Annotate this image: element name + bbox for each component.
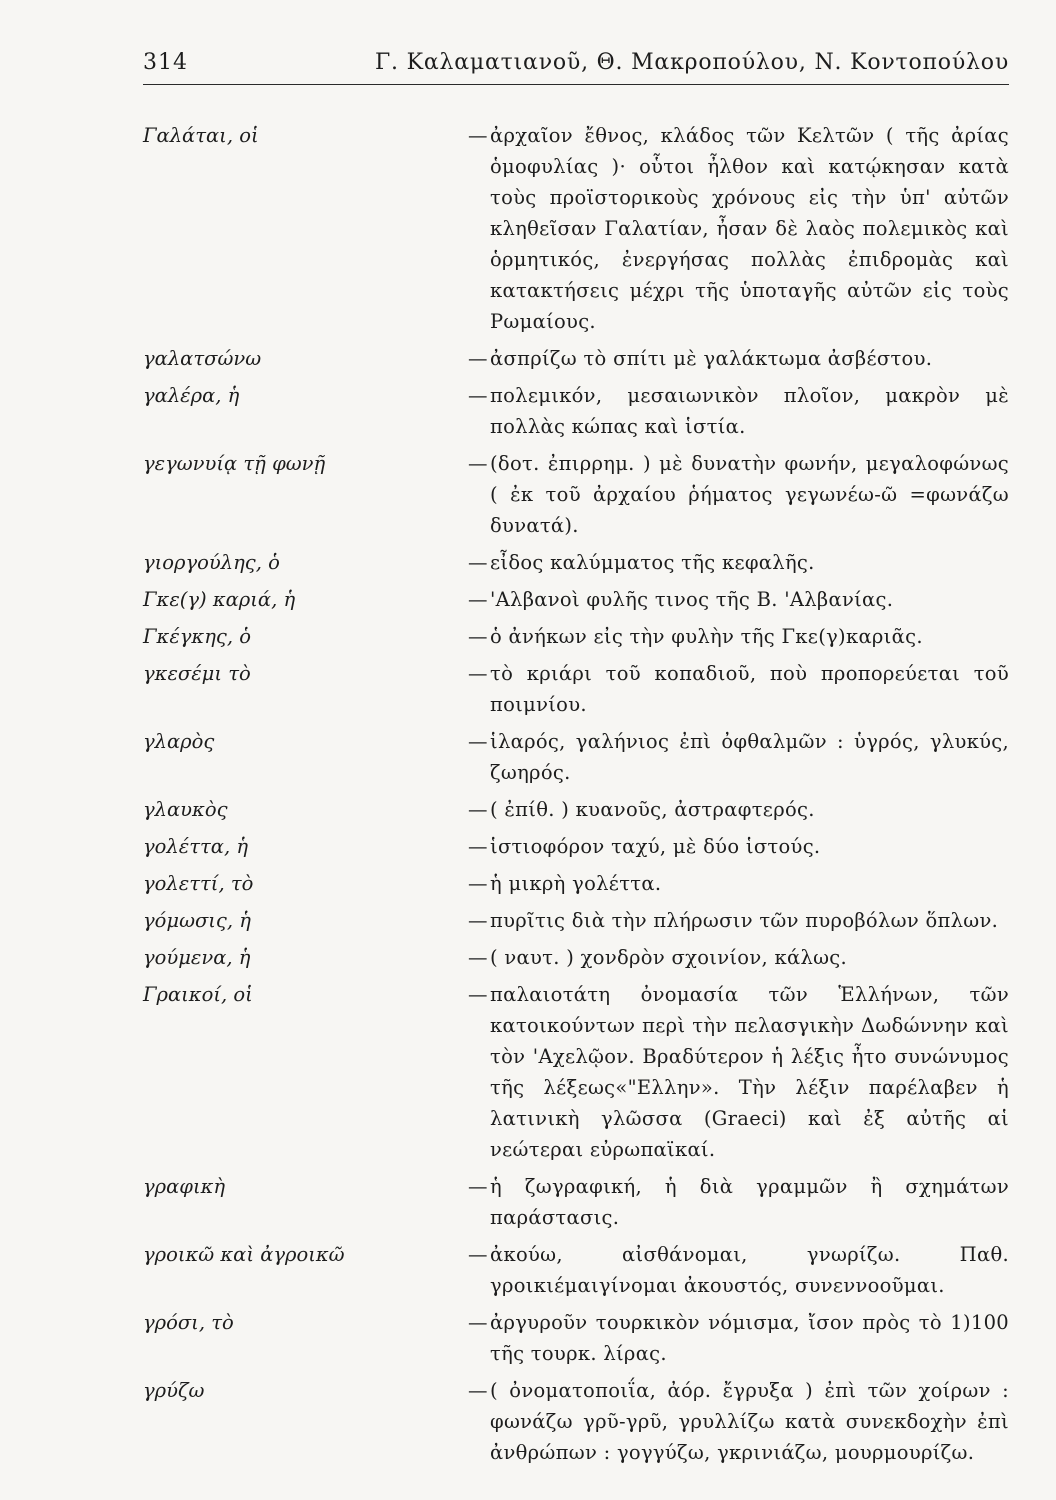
- em-dash: —: [468, 662, 488, 685]
- definition: εἶδος καλύμματος τῆς κεφαλῆς.: [490, 551, 815, 574]
- glossary-entry: [143, 979, 1009, 1165]
- definition: ἡ μικρὴ γολέττα.: [490, 872, 662, 895]
- em-dash: —: [468, 1243, 488, 1266]
- definition-block: [468, 868, 1009, 899]
- headword: Γκέγκης, ὁ: [143, 625, 251, 648]
- em-dash: —: [468, 946, 488, 969]
- headword: γροικῶ καὶ ἀγροικῶ: [143, 1243, 345, 1266]
- headword: γιοργούλης, ὁ: [143, 551, 280, 574]
- definition: ἀσπρίζω τὸ σπίτι μὲ γαλάκτωμα ἀσβέστου.: [490, 347, 933, 370]
- definition: πολεμικόν, μεσαιωνικὸν πλοῖον, μακρὸν μὲ πολλὰς κώπας καὶ ἱστία.: [490, 384, 1009, 438]
- glossary-entry: [143, 658, 1009, 720]
- definition-block: [468, 658, 1009, 720]
- definition-block: [468, 905, 1009, 936]
- headword: γκεσέμι τὸ: [143, 662, 251, 685]
- definition-block: [468, 120, 1009, 337]
- glossary-entry: [143, 1307, 1009, 1369]
- definition-block: [468, 1171, 1009, 1233]
- definition: ἱλαρός, γαλήνιος ἐπὶ ὀφθαλμῶν : ὑγρός, γλυκύς, ζωηρός.: [490, 730, 1009, 784]
- running-title: Γ. Καλαματιανοῦ, Θ. Μακροπούλου, Ν. Κοντοπούλου: [374, 50, 1009, 75]
- definition-block: [468, 726, 1009, 788]
- headword: Γκε(γ) καριά, ἡ: [143, 588, 296, 611]
- em-dash: —: [468, 124, 488, 147]
- em-dash: —: [468, 909, 488, 932]
- em-dash: —: [468, 625, 488, 648]
- definition-block: [468, 1307, 1009, 1369]
- headword: Γραικοί, οἱ: [143, 983, 253, 1006]
- definition-block: [468, 831, 1009, 862]
- definition: πυρῖτις διὰ τὴν πλήρωσιν τῶν πυροβόλων ὅπλων.: [490, 909, 999, 932]
- definition-block: [468, 448, 1009, 541]
- em-dash: —: [468, 1311, 488, 1334]
- definition: παλαιοτάτη ὀνομασία τῶν Ἑλλήνων, τῶν κατοικούντων περὶ τὴν πελασγικὴν Δωδώννην καὶ τὸν 'Αχελῷον. Βραδύτερον ἡ λέξις ἦτο συνώνυμος τῆς λέξεως«"Ελλην». Τὴν λέξιν παρέλαβεν ἡ λατινικὴ γλῶσσα (Graeci) καὶ ἐξ αὐτῆς αἱ νεώτεραι εὐρωπαϊκαί.: [490, 983, 1009, 1161]
- definition: ἀκούω, αἰσθάνομαι, γνωρίζω. Παθ. γροικιέμαιγίνομαι ἀκουστός, συνεννοοῦμαι.: [490, 1243, 1009, 1297]
- page-number: 314: [143, 50, 188, 75]
- glossary-entry: [143, 547, 1009, 578]
- definition-block: [468, 380, 1009, 442]
- definition: ( ὀνοματοποιΐα, ἀόρ. ἔγρυξα ) ἐπὶ τῶν χοίρων : φωνάζω γρῦ-γρῦ, γρυλλίζω κατὰ συνεκδοχὴν ἐπὶ ἀνθρώπων : γογγύζω, γκρινιάζω, μουρμουρίζω.: [490, 1379, 1009, 1464]
- definition-block: [468, 343, 1009, 374]
- definition-block: [468, 1375, 1009, 1468]
- definition: ἡ ζωγραφική, ἡ διὰ γραμμῶν ἢ σχημάτων παράστασις.: [490, 1175, 1009, 1229]
- definition-block: [468, 547, 1009, 578]
- headword: γαλέρα, ἡ: [143, 384, 240, 407]
- definition-block: [468, 584, 1009, 615]
- em-dash: —: [468, 798, 488, 821]
- headword: γαλατσώνω: [143, 347, 262, 370]
- headword: γόμωσις, ἡ: [143, 909, 251, 932]
- definition: ( ἐπίθ. ) κυανοῦς, ἀστραφτερός.: [490, 798, 815, 821]
- definition: ὁ ἀνήκων εἰς τὴν φυλὴν τῆς Γκε(γ)καριᾶς.: [490, 625, 923, 648]
- em-dash: —: [468, 551, 488, 574]
- definition: ἀργυροῦν τουρκικὸν νόμισμα, ἴσον πρὸς τὸ 1)100 τῆς τουρκ. λίρας.: [490, 1311, 1009, 1365]
- definition-block: [468, 794, 1009, 825]
- glossary-entry: [143, 905, 1009, 936]
- glossary-entry: [143, 942, 1009, 973]
- em-dash: —: [468, 588, 488, 611]
- headword: γραφικὴ: [143, 1175, 226, 1198]
- definition: 'Αλβανοὶ φυλῆς τινος τῆς Β. 'Αλβανίας.: [490, 588, 894, 611]
- definition-block: [468, 1239, 1009, 1301]
- headword: γλαυκὸς: [143, 798, 228, 821]
- em-dash: —: [468, 1175, 488, 1198]
- headword: γολεττί, τὸ: [143, 872, 254, 895]
- em-dash: —: [468, 1379, 488, 1402]
- header-rule: [143, 84, 1009, 85]
- definition: ἀρχαῖον ἔθνος, κλάδος τῶν Κελτῶν ( τῆς ἀρίας ὁμοφυλίας )· οὗτοι ἦλθον καὶ κατῴκησαν κατὰ τοὺς προϊστορικοὺς χρόνους εἰς τὴν ὑπ' αὐτῶν κληθεῖσαν Γαλατίαν, ἦσαν δὲ λαὸς πολεμικὸς καὶ ὁρμητικός, ἐνεργήσας πολλὰς ἐπιδρομὰς καὶ κατακτήσεις μέχρι τῆς ὑποταγῆς αὐτῶν εἰς τοὺς Ρωμαίους.: [490, 124, 1009, 333]
- glossary-entry: [143, 380, 1009, 442]
- glossary-entry: [143, 1171, 1009, 1233]
- headword: Γαλάται, οἱ: [143, 124, 259, 147]
- headword: γεγωνυίᾳ τῇ φωνῇ: [143, 452, 326, 475]
- glossary-entry: [143, 1239, 1009, 1301]
- definition: ἱστιοφόρον ταχύ, μὲ δύο ἱστούς.: [490, 835, 821, 858]
- glossary-entry: [143, 448, 1009, 541]
- definition-block: [468, 621, 1009, 652]
- em-dash: —: [468, 983, 488, 1006]
- definition: ( ναυτ. ) χονδρὸν σχοινίον, κάλως.: [490, 946, 848, 969]
- definition: (δοτ. ἐπιρρημ. ) μὲ δυνατὴν φωνήν, μεγαλοφώνως ( ἐκ τοῦ ἀρχαίου ῥήματος γεγωνέω-ῶ =φωνάζω δυνατά).: [490, 452, 1009, 537]
- headword: γλαρὸς: [143, 730, 215, 753]
- em-dash: —: [468, 384, 488, 407]
- em-dash: —: [468, 452, 488, 475]
- glossary-entry: [143, 726, 1009, 788]
- glossary-entry: [143, 831, 1009, 862]
- em-dash: —: [468, 730, 488, 753]
- glossary-entry: [143, 868, 1009, 899]
- em-dash: —: [468, 872, 488, 895]
- glossary-entry: [143, 343, 1009, 374]
- glossary-entry: [143, 621, 1009, 652]
- definition: τὸ κριάρι τοῦ κοπαδιοῦ, ποὺ προπορεύεται τοῦ ποιμνίου.: [490, 662, 1009, 716]
- glossary-entry: [143, 584, 1009, 615]
- glossary-entry: [143, 794, 1009, 825]
- glossary-entry: [143, 1375, 1009, 1468]
- em-dash: —: [468, 347, 488, 370]
- headword: γολέττα, ἡ: [143, 835, 249, 858]
- headword: γούμενα, ἡ: [143, 946, 251, 969]
- headword: γρύζω: [143, 1379, 205, 1402]
- em-dash: —: [468, 835, 488, 858]
- definition-block: [468, 979, 1009, 1165]
- glossary-entries: [143, 120, 1009, 1474]
- page-header: [143, 48, 1009, 82]
- glossary-entry: [143, 120, 1009, 337]
- headword: γρόσι, τὸ: [143, 1311, 234, 1334]
- definition-block: [468, 942, 1009, 973]
